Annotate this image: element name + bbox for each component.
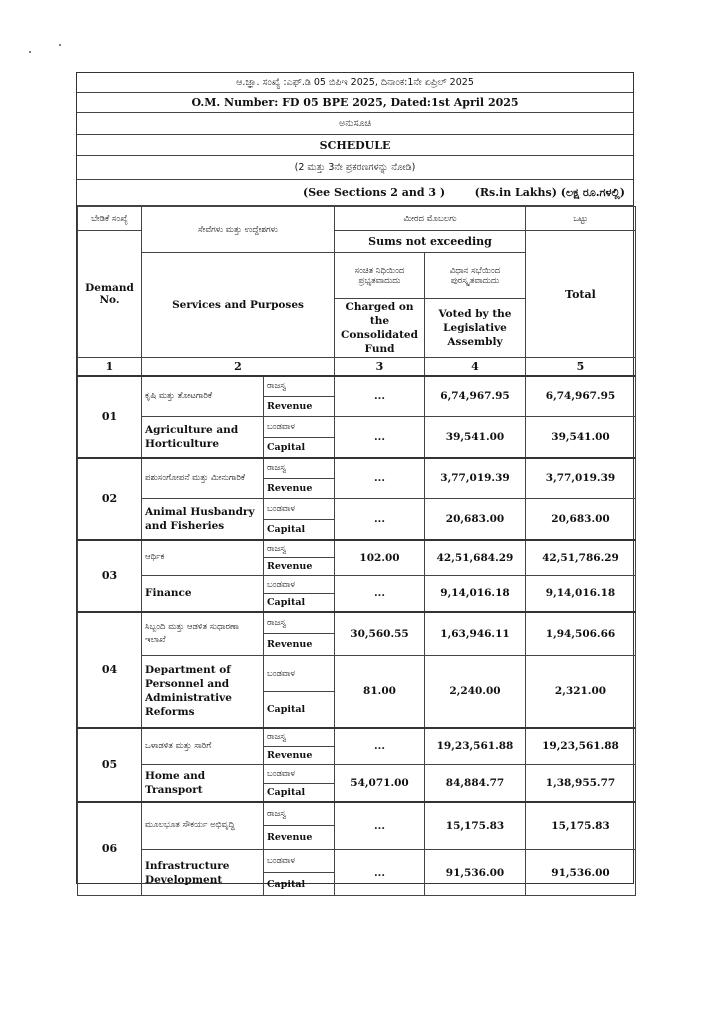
revenue-charged-amount: ...: [335, 376, 425, 417]
scan-speck: [29, 51, 31, 53]
charged-header: Charged on the Consolidated Fund: [335, 299, 425, 358]
revenue-label: Revenue: [264, 634, 335, 656]
capital-charged-amount: ...: [335, 850, 425, 896]
revenue-label: Revenue: [264, 397, 335, 417]
demand-number: 02: [78, 458, 142, 540]
service-name-kannada: ಸಿಬ್ಬಂದಿ ಮತ್ತು ಆಡಳಿತ ಸುಧಾರಣಾ ಇಲಾಖೆ: [142, 612, 264, 656]
revenue-label-kannada: ರಾಜಸ್ವ: [264, 612, 335, 634]
sections-note-kannada: (2 ಮತ್ತು 3ನೇ ಪ್ರಕರಣಗಳನ್ನು ನೋಡಿ): [77, 156, 633, 180]
demand-number: 01: [78, 376, 142, 458]
sections-row: [77, 180, 633, 206]
capital-total-amount: 1,38,955.77: [526, 765, 636, 802]
service-name-kannada: ಆರ್ಥಿಕ: [142, 540, 264, 576]
revenue-charged-amount: ...: [335, 728, 425, 765]
revenue-label: Revenue: [264, 479, 335, 499]
capital-label: Capital: [264, 692, 335, 728]
service-name: Animal Husbandry and Fisheries: [142, 499, 264, 540]
capital-voted-amount: 39,541.00: [425, 417, 526, 458]
om-number-kannada: ಆ.ಜ್ಞಾ. ಸಂಖ್ಯೆ :ಎಫ್.ಡಿ 05 ಬಿಪಿಇ 2025, ದಿನಾಂಕ:1ನೇ ಏಪ್ರಿಲ್ 2025: [77, 73, 633, 93]
demand-number: 06: [78, 802, 142, 896]
revenue-total-amount: 42,51,786.29: [526, 540, 636, 576]
capital-charged-amount: 81.00: [335, 656, 425, 728]
capital-label: Capital: [264, 873, 335, 896]
sums-header-kannada: ಮೀರದ ಮೊಬಲಗು: [335, 207, 526, 231]
revenue-label-kannada: ರಾಜಸ್ವ: [264, 728, 335, 747]
revenue-label-kannada: ರಾಜಸ್ವ: [264, 540, 335, 558]
service-name: Finance: [142, 576, 264, 612]
revenue-label: Revenue: [264, 826, 335, 850]
revenue-label: Revenue: [264, 747, 335, 765]
capital-label-kannada: ಬಂಡವಾಳ: [264, 417, 335, 438]
revenue-charged-amount: 30,560.55: [335, 612, 425, 656]
service-name-kannada: ಒಳಾಡಳಿತ ಮತ್ತು ಸಾರಿಗೆ: [142, 728, 264, 765]
column-number-5: 5: [526, 358, 636, 376]
revenue-voted-amount: 6,74,967.95: [425, 376, 526, 417]
revenue-charged-amount: ...: [335, 802, 425, 850]
voted-header: Voted by the Legislative Assembly: [425, 299, 526, 358]
charged-header-kannada: ಸಂಚಿತ ನಿಧಿಯಿಂದ ಪ್ರಭೃತವಾದುದು: [335, 253, 425, 299]
capital-voted-amount: 84,884.77: [425, 765, 526, 802]
revenue-label-kannada: ರಾಜಸ್ವ: [264, 802, 335, 826]
total-header-kannada: ಒಟ್ಟು: [526, 207, 636, 231]
revenue-voted-amount: 15,175.83: [425, 802, 526, 850]
unit-note: (Rs.in Lakhs) (ಲಕ್ಷ ರೂ.ಗಳಲ್ಲಿ): [474, 185, 625, 199]
service-name: Home and Transport: [142, 765, 264, 802]
capital-charged-amount: ...: [335, 576, 425, 612]
demand-no-header: Demand No.: [78, 231, 142, 358]
capital-label-kannada: ಬಂಡವಾಳ: [264, 576, 335, 594]
column-number-3: 3: [335, 358, 425, 376]
revenue-label-kannada: ರಾಜಸ್ವ: [264, 376, 335, 397]
revenue-total-amount: 19,23,561.88: [526, 728, 636, 765]
schedule-table: [77, 206, 636, 896]
column-number-1: 1: [78, 358, 142, 376]
capital-label: Capital: [264, 438, 335, 458]
capital-label-kannada: ಬಂಡವಾಳ: [264, 765, 335, 784]
demand-number: 03: [78, 540, 142, 612]
capital-label: Capital: [264, 594, 335, 612]
revenue-total-amount: 1,94,506.66: [526, 612, 636, 656]
service-name-kannada: ಮೂಲಭೂತ ಸೌಕರ್ಯ ಅಭಿವೃದ್ಧಿ: [142, 802, 264, 850]
revenue-total-amount: 6,74,967.95: [526, 376, 636, 417]
schedule-title-kannada: ಅನುಸೂಚಿ: [77, 113, 633, 135]
revenue-voted-amount: 1,63,946.11: [425, 612, 526, 656]
capital-total-amount: 91,536.00: [526, 850, 636, 896]
service-name: Department of Personnel and Administrative Reforms: [142, 656, 264, 728]
sums-not-exceeding-header: Sums not exceeding: [335, 231, 526, 253]
capital-voted-amount: 91,536.00: [425, 850, 526, 896]
voted-header-kannada: ವಿಧಾನ ಸಭೆಯಿಂದ ಪುರಸ್ಕೃತವಾದುದು: [425, 253, 526, 299]
capital-total-amount: 20,683.00: [526, 499, 636, 540]
capital-label-kannada: ಬಂಡವಾಳ: [264, 499, 335, 520]
demand-number: 04: [78, 612, 142, 728]
see-sections: (See Sections 2 and 3 ): [303, 186, 446, 199]
revenue-voted-amount: 42,51,684.29: [425, 540, 526, 576]
service-name-kannada: ಪಶುಸಂಗೋಪನೆ ಮತ್ತು ಮೀನುಗಾರಿಕೆ: [142, 458, 264, 499]
demand-number: 05: [78, 728, 142, 802]
capital-charged-amount: ...: [335, 417, 425, 458]
capital-voted-amount: 2,240.00: [425, 656, 526, 728]
capital-total-amount: 2,321.00: [526, 656, 636, 728]
revenue-label: Revenue: [264, 558, 335, 576]
revenue-charged-amount: ...: [335, 458, 425, 499]
capital-label: Capital: [264, 784, 335, 802]
capital-total-amount: 39,541.00: [526, 417, 636, 458]
services-header: Services and Purposes: [142, 253, 335, 358]
revenue-total-amount: 3,77,019.39: [526, 458, 636, 499]
revenue-voted-amount: 3,77,019.39: [425, 458, 526, 499]
capital-charged-amount: ...: [335, 499, 425, 540]
schedule-document: [76, 72, 634, 890]
revenue-label-kannada: ರಾಜಸ್ವ: [264, 458, 335, 479]
column-number-4: 4: [425, 358, 526, 376]
total-header: Total: [526, 231, 636, 358]
scan-speck: [59, 44, 61, 46]
capital-label-kannada: ಬಂಡವಾಳ: [264, 656, 335, 692]
capital-label-kannada: ಬಂಡವಾಳ: [264, 850, 335, 873]
revenue-voted-amount: 19,23,561.88: [425, 728, 526, 765]
capital-label: Capital: [264, 520, 335, 540]
service-name: Agriculture and Horticulture: [142, 417, 264, 458]
capital-voted-amount: 9,14,016.18: [425, 576, 526, 612]
capital-voted-amount: 20,683.00: [425, 499, 526, 540]
om-number: O.M. Number: FD 05 BPE 2025, Dated:1st April 2025: [77, 93, 633, 113]
capital-total-amount: 9,14,016.18: [526, 576, 636, 612]
demand-no-header-kannada: ಬೇಡಿಕೆ ಸಂಖ್ಯೆ: [78, 207, 142, 231]
service-name: Infrastructure Development: [142, 850, 264, 896]
revenue-charged-amount: 102.00: [335, 540, 425, 576]
schedule-title: SCHEDULE: [77, 135, 633, 156]
service-name-kannada: ಕೃಷಿ ಮತ್ತು ತೋಟಗಾರಿಕೆ: [142, 376, 264, 417]
revenue-total-amount: 15,175.83: [526, 802, 636, 850]
column-number-2: 2: [142, 358, 335, 376]
capital-charged-amount: 54,071.00: [335, 765, 425, 802]
services-header-kannada: ಸೇವೆಗಳು ಮತ್ತು ಉದ್ದೇಶಗಳು: [142, 207, 335, 253]
